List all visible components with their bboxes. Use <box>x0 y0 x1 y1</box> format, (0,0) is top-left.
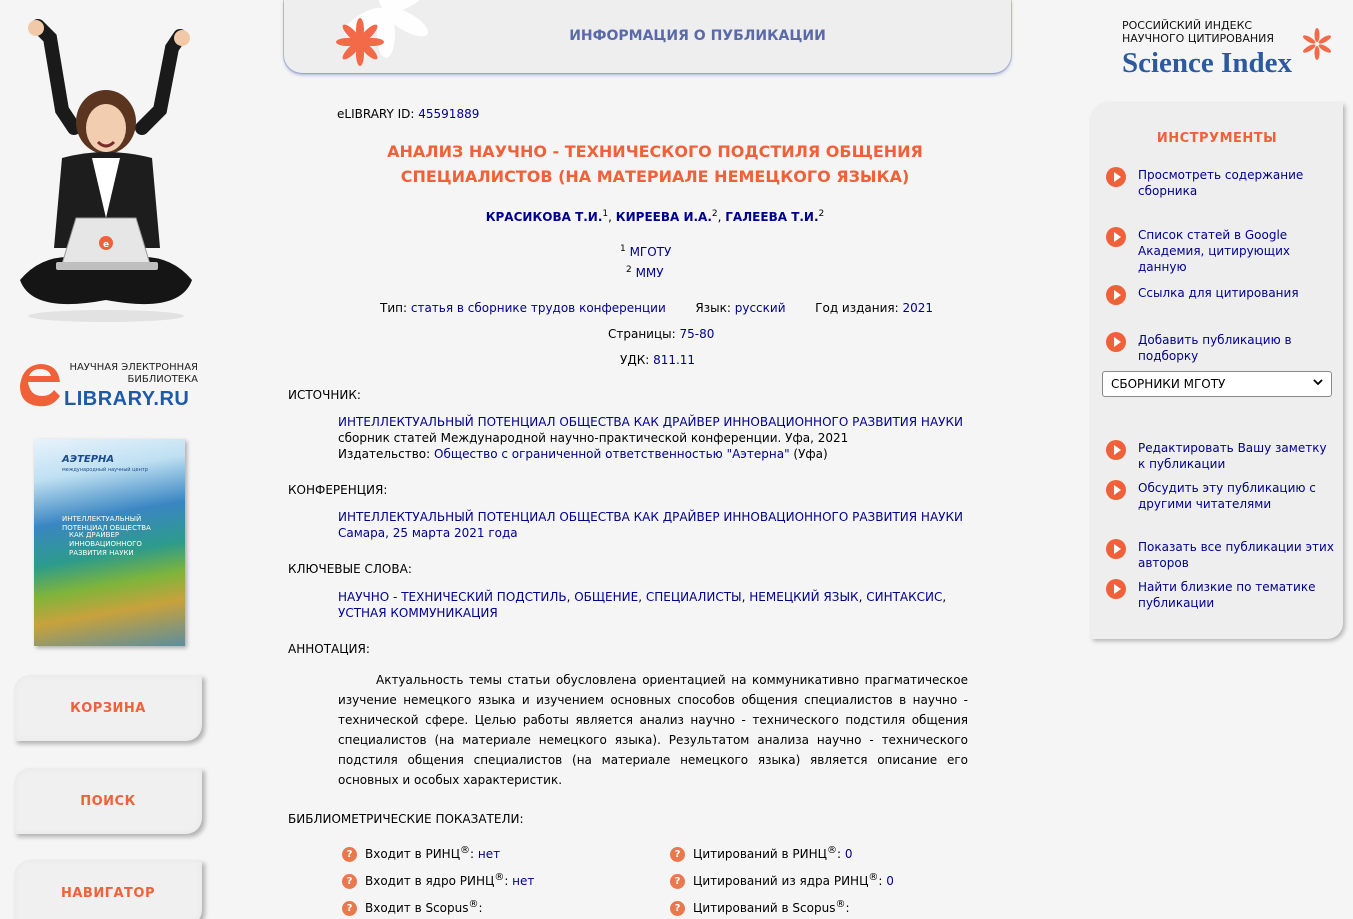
biblio-value[interactable]: 0 <box>844 847 853 861</box>
help-icon[interactable]: ? <box>670 847 685 862</box>
affiliation-link[interactable]: ММУ <box>635 266 664 280</box>
udk-label: УДК: <box>620 353 650 367</box>
authors-list: КРАСИКОВА Т.И.$^1$, КИРЕЕВА И.А.$^2$, ГАЛЕЕВА Т.И.$^2$ <box>485 209 825 224</box>
elibrary-id <box>337 107 479 121</box>
logo-name: LIBRARY.RU <box>64 388 190 410</box>
tool-citation-link[interactable]: Ссылка для цитирования <box>1106 285 1336 305</box>
elibrary-logo[interactable] <box>16 358 206 414</box>
book-publisher-sub: международный научный центр <box>62 467 148 473</box>
help-icon[interactable]: ? <box>342 847 357 862</box>
author-link[interactable]: КИРЕЕВА И.А. <box>615 210 712 224</box>
keywords-label: КЛЮЧЕВЫЕ СЛОВА: <box>288 562 412 576</box>
nav-cart-button[interactable]: КОРЗИНА <box>14 675 202 741</box>
source-desc: сборник статей Международной научно-практической конференции. Уфа, 2021 <box>338 431 849 445</box>
source-block <box>338 414 978 462</box>
elibrary-e-icon <box>16 360 64 410</box>
publisher-city: (Уфа) <box>793 447 828 461</box>
book-cover[interactable] <box>34 439 185 646</box>
book-publisher: АЭТЕРНА <box>62 454 115 465</box>
tool-author-publications[interactable]: Показать все публикации этих авторов <box>1106 539 1336 571</box>
brand-line2: НАУЧНОГО ЦИТИРОВАНИЯ <box>1122 32 1275 45</box>
udk-value: 811.11 <box>653 353 696 367</box>
tools-panel <box>1091 103 1343 639</box>
tool-discuss[interactable]: Обсудить эту публикацию с другими читателями <box>1106 480 1336 512</box>
play-arrow-icon <box>1106 480 1126 500</box>
play-arrow-icon <box>1106 539 1126 559</box>
year-value[interactable]: 2021 <box>902 301 934 315</box>
pages-info <box>608 327 714 341</box>
help-icon[interactable]: ? <box>342 874 357 889</box>
author-link[interactable]: ГАЛЕЕВА Т.И. <box>725 210 819 224</box>
publication-title-line1: АНАЛИЗ НАУЧНО - ТЕХНИЧЕСКОГО ПОДСТИЛЯ ОБЩЕНИЯ <box>387 142 923 161</box>
biblio-item: ? Входит в ядро РИНЦ®: нет <box>342 872 534 889</box>
tools-title: ИНСТРУМЕНТЫ <box>1156 131 1278 146</box>
tool-similar-publications[interactable]: Найти близкие по тематике публикации <box>1106 579 1336 611</box>
biblio-item: ? Цитирований в РИНЦ®: 0 <box>670 845 853 862</box>
year-label: Год издания: <box>815 301 899 315</box>
page-title: ИНФОРМАЦИЯ О ПУБЛИКАЦИИ <box>569 28 826 44</box>
affiliation-num: 2 <box>626 265 632 275</box>
keyword-link[interactable]: УСТНАЯ КОММУНИКАЦИЯ <box>338 606 498 620</box>
book-title-2: КАК ДРАЙВЕР ИННОВАЦИОННОГО РАЗВИТИЯ НАУКИ <box>69 531 142 557</box>
brand-name: Science Index <box>1122 47 1292 79</box>
tool-edit-note[interactable]: Редактировать Вашу заметку к публикации <box>1106 440 1336 472</box>
biblio-value: нет <box>477 847 501 861</box>
tool-add-to-collection[interactable]: Добавить публикацию в подборку <box>1106 332 1336 364</box>
play-arrow-icon <box>1106 285 1126 305</box>
svg-text:e: e <box>102 240 110 250</box>
author-aff: 2 <box>818 209 825 219</box>
author-aff: 2 <box>711 209 718 219</box>
lang-value[interactable]: русский <box>734 301 786 315</box>
abstract-text: Актуальность темы статьи обусловлена ориентацией на коммуникативно прагматическое изучение немецкого языка и изучением основных способов общения специалистов в научно - технической сфере. Целью работы является анализ научно - технического подстиля общения специалистов (на материале немецкого языка). Результатом анализа научно - технического подстиля общения специалистов (на материале немецкого языка) является описание его основных и особых характеристик. <box>338 673 968 787</box>
udk-info <box>620 353 695 367</box>
help-icon[interactable]: ? <box>342 901 357 916</box>
publication-meta <box>380 301 933 315</box>
affiliation-link[interactable]: МГОТУ <box>629 245 672 259</box>
keywords-list: НАУЧНО - ТЕХНИЧЕСКИЙ ПОДСТИЛЬ, ОБЩЕНИЕ, СПЕЦИАЛИСТЫ, НЕМЕЦКИЙ ЯЗЫК, СИНТАКСИС, УСТНАЯ КОММУНИКАЦИЯ <box>338 590 947 620</box>
biblio-item: ? Цитирований в Scopus®: <box>670 899 850 916</box>
biblio-item: ? Входит в РИНЦ®: нет <box>342 845 500 862</box>
play-arrow-icon <box>1106 579 1126 599</box>
play-arrow-icon <box>1106 332 1126 352</box>
page-header <box>284 0 1011 73</box>
pages-value: 75-80 <box>679 327 715 341</box>
keyword-link[interactable]: НЕМЕЦКИЙ ЯЗЫК <box>749 590 859 604</box>
biblio-item: ? Входит в Scopus®: <box>342 899 483 916</box>
source-title-link[interactable]: ИНТЕЛЛЕКТУАЛЬНЫЙ ПОТЕНЦИАЛ ОБЩЕСТВА КАК ДРАЙВЕР ИННОВАЦИОННОГО РАЗВИТИЯ НАУКИ <box>338 415 963 429</box>
keyword-link[interactable]: СПЕЦИАЛИСТЫ <box>645 590 742 604</box>
elibrary-id-value[interactable]: 45591889 <box>418 107 480 121</box>
keyword-link[interactable]: СИНТАКСИС <box>866 590 943 604</box>
biblio-label: БИБЛИОМЕТРИЧЕСКИЕ ПОКАЗАТЕЛИ: <box>288 812 524 826</box>
help-icon[interactable]: ? <box>670 901 685 916</box>
science-index-logo[interactable] <box>1122 19 1342 89</box>
biblio-value: нет <box>512 874 535 888</box>
biblio-value[interactable]: 0 <box>886 874 894 888</box>
type-value[interactable]: статья в сборнике трудов конференции <box>410 301 666 315</box>
play-arrow-icon <box>1106 227 1126 247</box>
logo-tagline-2: БИБЛИОТЕКА <box>127 374 198 385</box>
publisher-link[interactable]: Общество с ограниченной ответственностью "Аэтерна" <box>434 447 790 461</box>
nav-search-button[interactable]: ПОИСК <box>14 768 202 834</box>
elibrary-id-label: eLIBRARY ID: <box>337 107 415 121</box>
lang-label: Язык: <box>695 301 731 315</box>
type-label: Тип: <box>380 301 408 315</box>
help-icon[interactable]: ? <box>670 874 685 889</box>
hero-illustration <box>10 18 200 328</box>
affiliation-num: 1 <box>620 244 626 254</box>
play-arrow-icon <box>1106 167 1126 187</box>
play-arrow-icon <box>1106 440 1126 460</box>
collection-select-value: СБОРНИКИ МГОТУ <box>1111 377 1226 391</box>
affiliations-list <box>620 240 671 282</box>
biblio-item: ? Цитирований из ядра РИНЦ®: 0 <box>670 872 894 889</box>
conference-label: КОНФЕРЕНЦИЯ: <box>288 483 388 497</box>
asterisk-icon <box>1300 27 1334 61</box>
keyword-link[interactable]: ОБЩЕНИЕ <box>574 590 639 604</box>
left-sidebar <box>0 0 220 919</box>
book-title-1: ИНТЕЛЛЕКТУАЛЬНЫЙ ПОТЕНЦИАЛ ОБЩЕСТВА <box>62 515 151 532</box>
publisher-label: Издательство: <box>338 447 431 461</box>
tool-view-contents[interactable]: Просмотреть содержание сборника <box>1106 167 1336 199</box>
chevron-down-icon <box>1313 377 1323 387</box>
author-link[interactable]: КРАСИКОВА Т.И. <box>485 210 603 224</box>
publication-title <box>340 139 970 189</box>
collection-select[interactable] <box>1102 371 1332 397</box>
nav-navigator-button[interactable]: НАВИГАТОР <box>14 860 202 919</box>
brand-line1: РОССИЙСКИЙ ИНДЕКС <box>1122 19 1253 32</box>
pages-label: Страницы: <box>608 327 676 341</box>
logo-tagline-1: НАУЧНАЯ ЭЛЕКТРОННАЯ <box>69 362 198 373</box>
conference-place[interactable]: Самара, 25 марта 2021 года <box>338 526 518 540</box>
author-aff: 1 <box>602 209 609 219</box>
tool-google-scholar[interactable]: Список статей в Google Академия, цитирующих данную <box>1106 227 1336 275</box>
conference-block <box>338 509 978 541</box>
conference-title-link[interactable]: ИНТЕЛЛЕКТУАЛЬНЫЙ ПОТЕНЦИАЛ ОБЩЕСТВА КАК ДРАЙВЕР ИННОВАЦИОННОГО РАЗВИТИЯ НАУКИ <box>338 510 963 524</box>
source-label: ИСТОЧНИК: <box>288 388 361 402</box>
keyword-link[interactable]: НАУЧНО - ТЕХНИЧЕСКИЙ ПОДСТИЛЬ <box>338 590 567 604</box>
publication-title-line2: СПЕЦИАЛИСТОВ (НА МАТЕРИАЛЕ НЕМЕЦКОГО ЯЗЫКА) <box>400 167 910 186</box>
abstract-label: АННОТАЦИЯ: <box>288 642 370 656</box>
